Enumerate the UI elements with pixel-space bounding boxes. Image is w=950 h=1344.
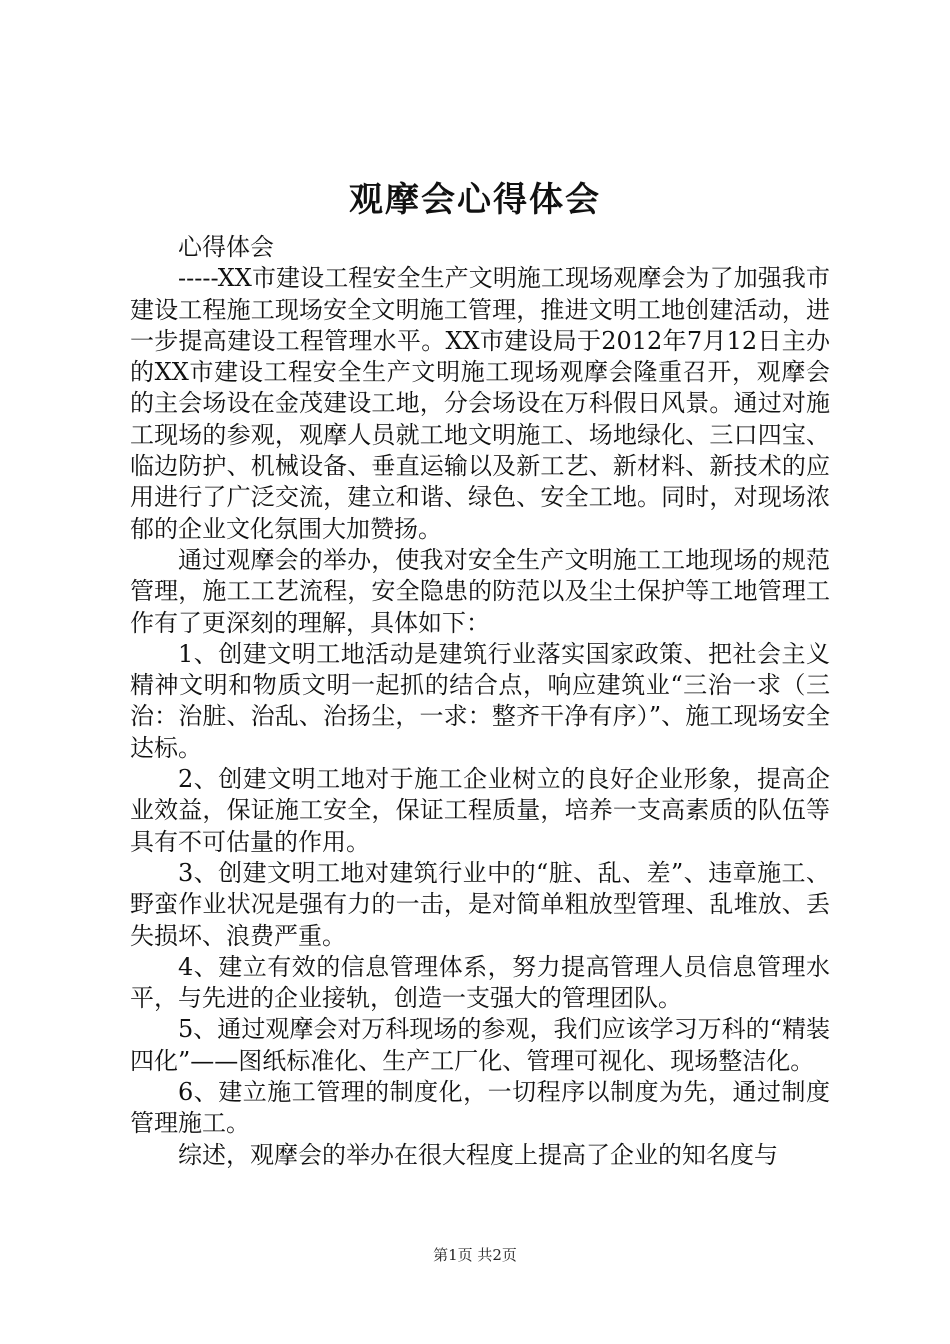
paragraph-item-2: 2、创建文明工地对于施工企业树立的良好企业形象，提高企业效益，保证施工安全，保证工程质量，培养一支高素质的队伍等具有不可估量的作用。 — [130, 765, 830, 856]
document-body — [130, 232, 830, 1171]
paragraph-item-1: 1、创建文明工地活动是建筑行业落实国家政策、把社会主义精神文明和物质文明一起抓的结合点，响应建筑业“三治一求（三治：治脏、治乱、治扬尘，一求：整齐干净有序）”、施工现场安全达标。 — [130, 639, 830, 762]
paragraph-item-3: 3、创建文明工地对建筑行业中的“脏、乱、差”、违章施工、野蛮作业状况是强有力的一击，是对简单粗放型管理、乱堆放、丢失损坏、浪费严重。 — [130, 858, 830, 950]
paragraph-item-6: 6、建立施工管理的制度化，一切程序以制度为先，通过制度管理施工。 — [130, 1078, 830, 1138]
paragraph-conclusion: 综述，观摩会的举办在很大程度上提高了企业的知名度与 — [178, 1140, 778, 1169]
paragraph-heading: 心得体会 — [178, 233, 274, 261]
page-footer: 第1页 共2页 — [433, 1246, 517, 1264]
document-title: 观摩会心得体会 — [349, 180, 601, 220]
paragraph-summary: 通过观摩会的举办，使我对安全生产文明施工工地现场的规范管理，施工工艺流程，安全隐患的防范以及尘土保护等工地管理工作有了更深刻的理解，具体如下： — [130, 545, 830, 637]
paragraph-intro: -----XX市建设工程安全生产文明施工现场观摩会为了加强我市建设工程施工现场安全文明施工管理，推进文明工地创建活动，进一步提高建设工程管理水平。XX市建设局于2012年7月12日主办的XX市建设工程安全生产文明施工现场观摩会隆重召开，观摩会的主会场设在金茂建设工地，分会场设在万科假日风景。通过对施工现场的参观，观摩人员就工地文明施工、场地绿化、三口四宝、临边防护、机械设备、垂直运输以及新工艺、新材料、新技术的应用进行了广泛交流，建立和谐、绿色、安全工地。同时，对现场浓郁的企业文化氛围大加赞扬。 — [130, 264, 830, 543]
paragraph-item-5: 5、通过观摩会对万科现场的参观，我们应该学习万科的“精装四化”——图纸标准化、生产工厂化、管理可视化、现场整洁化。 — [130, 1015, 830, 1075]
paragraph-item-4: 4、建立有效的信息管理体系，努力提高管理人员信息管理水平，与先进的企业接轨，创造一支强大的管理团队。 — [130, 952, 830, 1013]
